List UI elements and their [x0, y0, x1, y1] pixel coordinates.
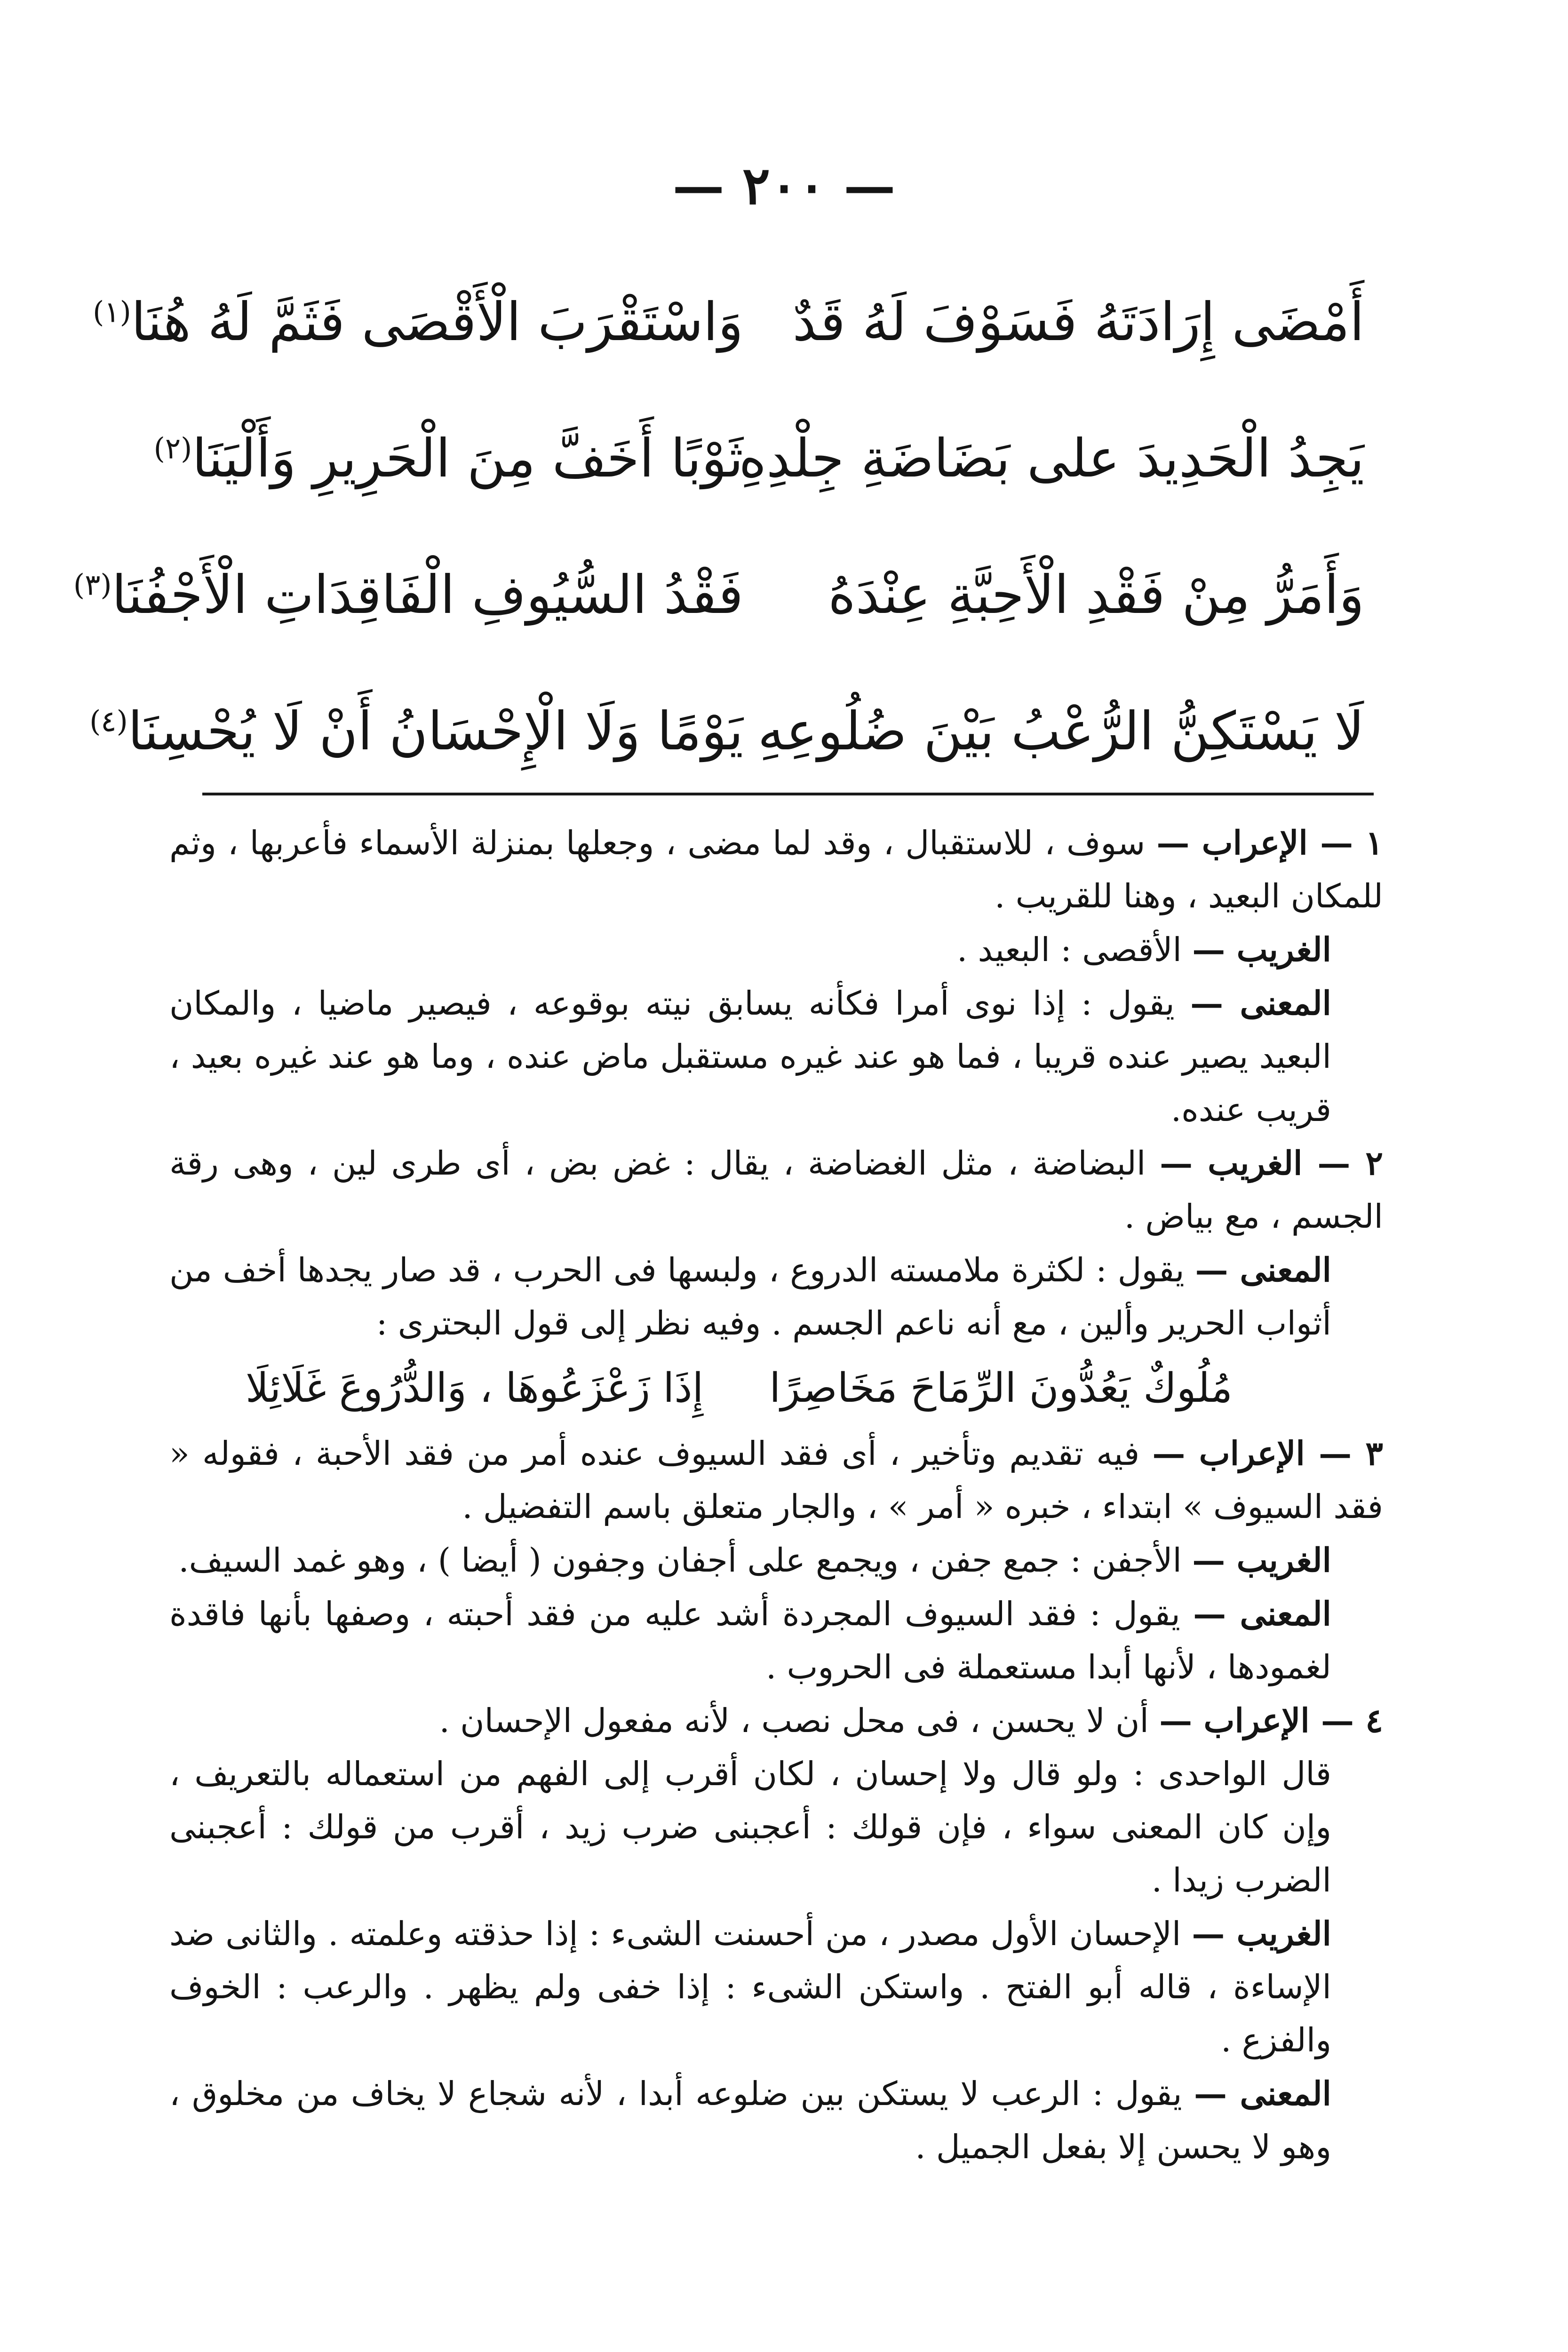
note-2-mana-text: يقول : لكثرة ملامسته الدروع ، ولبسها فى الحرب ، قد صار يجدها أخف من أثواب الحرير وألين ، مع أنه ناعم الجسم . وفيه نظر إلى قول البحترى :: [169, 1251, 1331, 1343]
note-1-irab-text: سوف ، للاستقبال ، وقد لما مضى ، وجعلها بمنزلة الأسماء فأعربها ، وثم للمكان البعيد ، وهنا للقريب .: [169, 824, 1383, 915]
note-4-irab-term: ٤ — الإعراب —: [1159, 1701, 1383, 1740]
verse-1: [93, 254, 1364, 390]
note-2-gharib-term: ٢ — الغريب —: [1160, 1144, 1383, 1183]
note-4-wahidi-text: قال الواحدى : ولو قال ولا إحسان ، لكان أقرب إلى الفهم من استعماله بالتعريف ، وإن كان المعنى سواء ، فإن قولك : أعجبنى ضرب زيد ، أقرب من قولك : أعجبنى الضرب زيدا .: [169, 1755, 1331, 1899]
verse-4-ajuz-text: يَوْمًا وَلَا الْإِحْسَانُ أَنْ لَا يُحْسِنَا: [127, 701, 743, 762]
note-4-mana: [169, 2067, 1383, 2174]
note-4-wahidi: [169, 1748, 1383, 1907]
note-3-mana: [169, 1587, 1383, 1694]
note-3-gharib-text: الأجفن : جمع جفن ، ويجمع على أجفان وجفون ( أيضا ) ، وهو غمد السيف.: [178, 1541, 1182, 1580]
note-4-gharib: [169, 1907, 1383, 2067]
verse-2: [153, 390, 1364, 527]
note-4-irab: [169, 1694, 1383, 1748]
note-1-mana-text: يقول : إذا نوى أمرا فكأنه يسابق نيته بوقوعه ، فيصير ماضيا ، والمكان البعيد يصير عنده قريبا ، فما هو عند غيره مستقبل ماض عنده ، وما هو عند غيره بعيد ، قريب عنده.: [169, 984, 1331, 1129]
verse-1-first-hemistich: [792, 282, 1364, 362]
buhturi-quoted-verse: [169, 1357, 1383, 1420]
verse-2-sadr-text: يَجِدُ الْحَدِيدَ على بَضَاضَةِ جِلْدِهِ: [739, 428, 1364, 489]
verse-1-ajuz-text: وَاسْتَقْرَبَ الْأَقْصَى فَثَمَّ لَهُ هُنَا: [131, 292, 743, 353]
note-3-irab-text: فيه تقديم وتأخير ، أى فقد السيوف عنده أمر من فقد الأحبة ، فقوله « فقد السيوف » ابتداء ، خبره « أمر » ، والجار متعلق باسم التفضيل .: [169, 1434, 1383, 1526]
note-4-irab-text: أن لا يحسن ، فى محل نصب ، لأنه مفعول الإحسان .: [439, 1701, 1149, 1740]
note-4-gharib-text: الإحسان الأول مصدر ، من أحسنت الشىء : إذا حذقته وعلمته . والثانى ضد الإساءة ، قاله أبو الفتح . واستكن الشىء : إذا خفى ولم يظهر . والرعب : الخوف والفزع .: [169, 1915, 1331, 2059]
verse-1-sadr-text: أَمْضَى إِرَادَتَهُ فَسَوْفَ لَهُ قَدٌ: [792, 292, 1364, 353]
note-4-mana-term: المعنى —: [1194, 2074, 1331, 2113]
note-1-gharib-term: الغريب —: [1192, 930, 1331, 969]
verse-2-first-hemistich: [739, 419, 1364, 499]
verse-2-ajuz-text: ثَوْبًا أَخَفَّ مِنَ الْحَرِيرِ وَأَلْيَنَا: [192, 428, 743, 489]
note-1-mana-term: المعنى —: [1190, 984, 1331, 1023]
verse-3-second-hemistich: [73, 555, 743, 635]
note-3-gharib: [169, 1534, 1383, 1587]
note-3-irab-term: ٣ — الإعراب —: [1152, 1434, 1383, 1473]
note-4-gharib-term: الغريب —: [1192, 1914, 1331, 1953]
note-3-gharib-term: الغريب —: [1192, 1541, 1331, 1580]
footnote-mark-2: (٢): [153, 431, 192, 466]
note-2-mana: [169, 1243, 1383, 1350]
quote-first-hemistich: مُلُوكٌ يَعُدُّونَ الرِّمَاحَ مَخَاصِرًا: [769, 1365, 1233, 1412]
footnote-mark-3: (٣): [73, 567, 112, 602]
note-3-irab: [169, 1427, 1383, 1534]
note-4-mana-text: يقول : الرعب لا يستكن بين ضلوعه أبدا ، لأنه شجاع لا يخاف من مخلوق ، وهو لا يحسن إلا بفعل الجميل .: [169, 2074, 1331, 2166]
verse-3-first-hemistich: [809, 555, 1364, 635]
footnote-mark-1: (١): [93, 294, 131, 329]
commentary-notes: [169, 816, 1383, 2174]
poem-block: [73, 254, 1364, 800]
verse-4-first-hemistich: [757, 691, 1364, 771]
verse-2-second-hemistich: [153, 419, 743, 499]
note-3-mana-term: المعنى —: [1193, 1594, 1331, 1633]
page-number: — ٢٠٠ —: [672, 155, 896, 216]
verse-4: [89, 663, 1364, 800]
note-1-irab-term: ١ — الإعراب —: [1156, 823, 1384, 862]
verse-1-second-hemistich: [93, 282, 743, 362]
note-2-gharib-text: البضاضة ، مثل الغضاضة ، يقال : غض بض ، أى طرى لين ، وهى رقة الجسم ، مع بياض .: [169, 1144, 1383, 1236]
note-1-mana: [169, 977, 1383, 1136]
note-3-mana-text: يقول : فقد السيوف المجردة أشد عليه من فقد أحبته ، وصفها بأنها فاقدة لغمودها ، لأنها أبدا مستعملة فى الحروب .: [169, 1595, 1331, 1686]
note-1-irab: [169, 816, 1383, 923]
note-2-mana-term: المعنى —: [1195, 1250, 1331, 1289]
verse-4-second-hemistich: [89, 691, 743, 771]
quote-second-hemistich: إِذَا زَعْزَعُوهَا ، وَالدُّرُوعَ غَلَائِلَا: [245, 1365, 704, 1412]
note-1-gharib-text: الأقصى : البعيد .: [956, 930, 1182, 969]
verse-3-ajuz-text: فَقْدُ السُّيُوفِ الْفَاقِدَاتِ الْأَجْفُنَا: [111, 564, 743, 626]
verse-3-sadr-text: وَأَمَرُّ مِنْ فَقْدِ الْأَحِبَّةِ عِنْدَهُ: [828, 564, 1364, 626]
note-1-gharib: [169, 923, 1383, 977]
verse-3: [73, 527, 1364, 663]
verse-4-sadr-text: لَا يَسْتَكِنُّ الرُّعْبُ بَيْنَ ضُلُوعِهِ: [757, 701, 1364, 762]
footnote-mark-4: (٤): [89, 704, 128, 739]
footnote-divider: [202, 793, 1374, 795]
note-2-gharib: [169, 1136, 1383, 1243]
